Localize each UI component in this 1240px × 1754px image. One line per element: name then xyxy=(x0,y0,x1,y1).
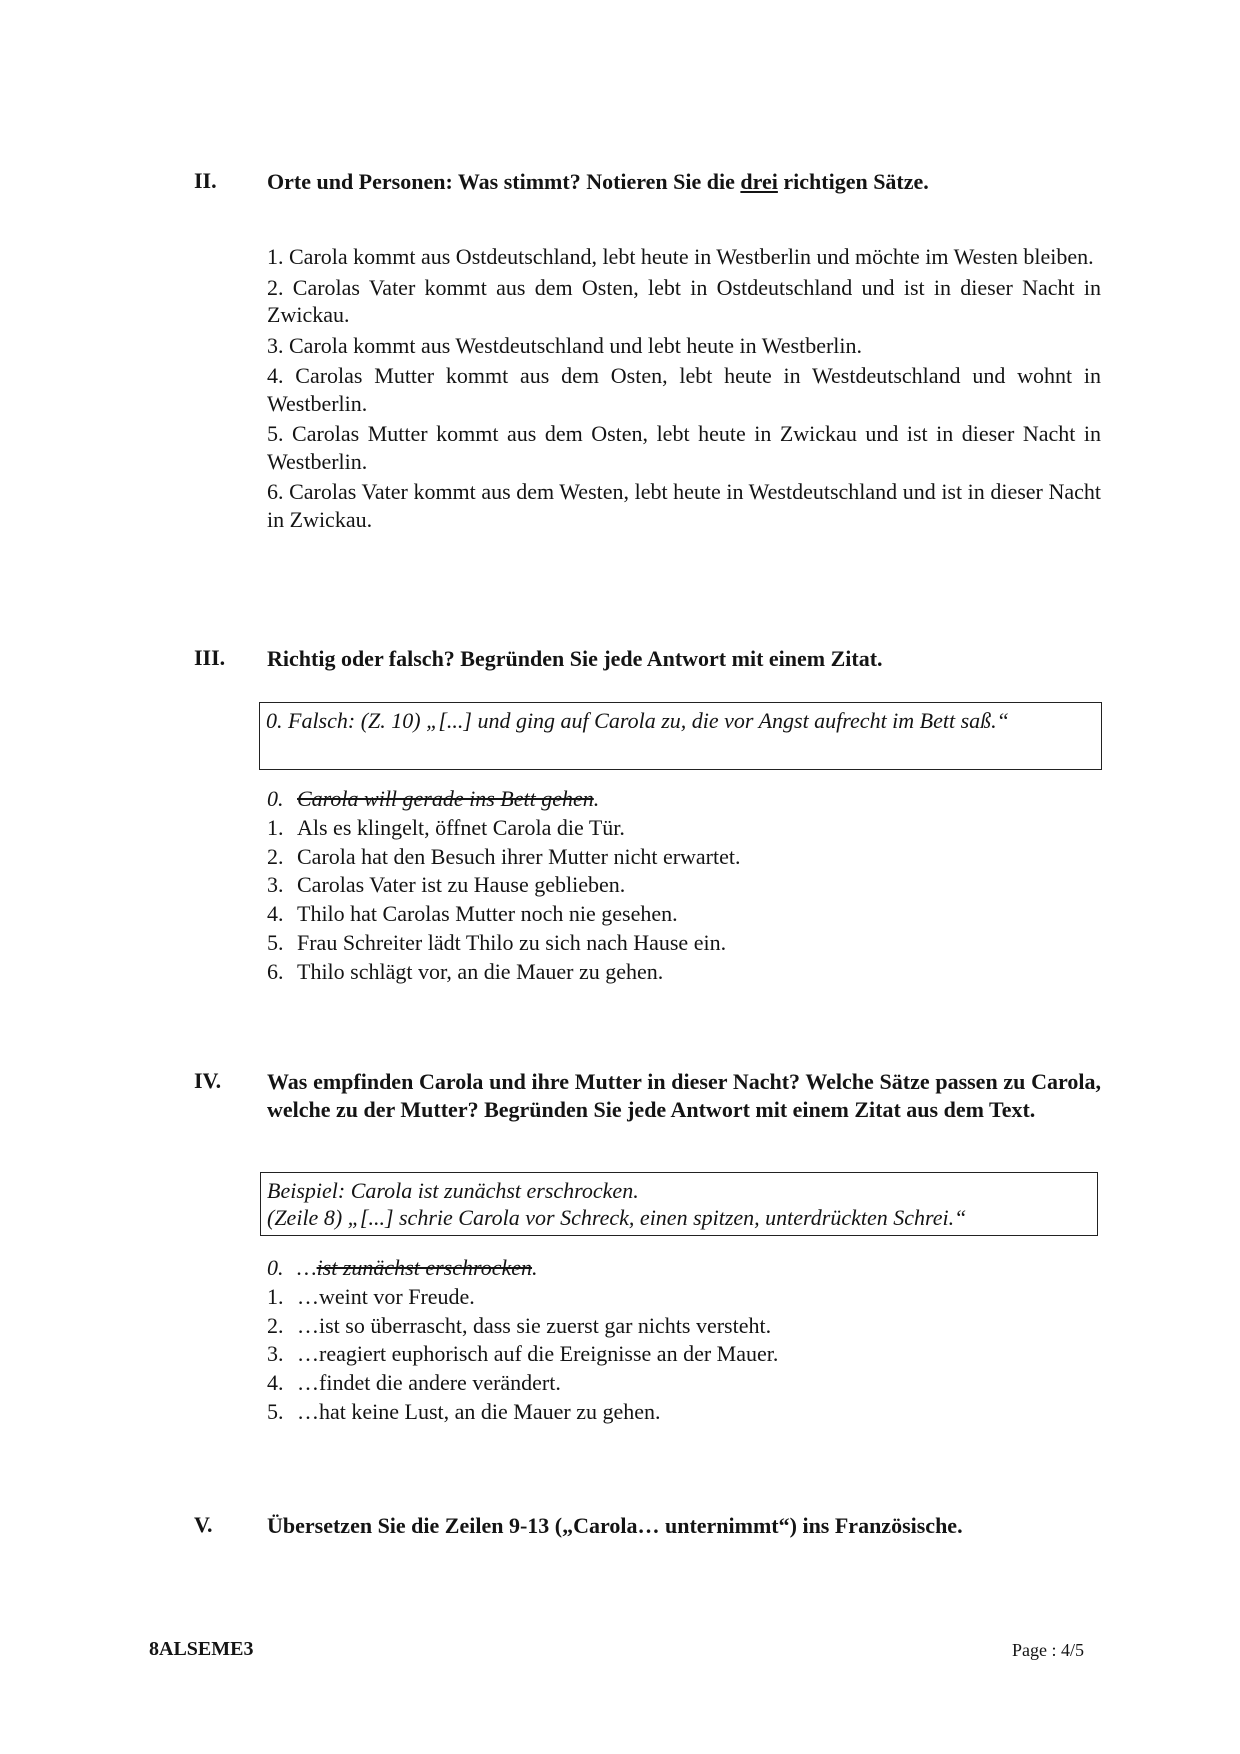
list-item xyxy=(267,900,1087,929)
item-text: Carolas Vater ist zu Hause geblieben. xyxy=(297,872,626,898)
section-3-number: III. xyxy=(194,645,226,670)
section-4-items xyxy=(267,1254,1087,1427)
heading-text: Orte und Personen: Was stimmt? Notieren Sie die xyxy=(267,169,741,194)
item-number: 3. xyxy=(267,1341,284,1367)
list-item xyxy=(267,1312,1087,1341)
list-item xyxy=(267,814,1087,843)
section-4-heading: Was empfinden Carola und ihre Mutter in dieser Nacht? Welche Sätze passen zu Carola, welche zu der Mutter? Begründen Sie jede Antwort mit einem Zitat aus dem Text. xyxy=(267,1069,1101,1122)
section-3-items xyxy=(267,785,1087,987)
page-number: Page : 4/5 xyxy=(1012,1640,1084,1660)
heading-text: richtigen Sätze. xyxy=(777,169,929,194)
example-box: 0. Falsch: (Z. 10) „[...] und ging auf Carola zu, die vor Angst aufrecht im Bett saß.“ xyxy=(259,702,1102,770)
statement: 2. Carolas Vater kommt aus dem Osten, lebt in Ostdeutschland und ist in dieser Nacht in Zwickau. xyxy=(267,274,1101,327)
item-punctuation: . xyxy=(593,786,600,811)
example-line: Beispiel: Carola ist zunächst erschrocken. xyxy=(267,1178,639,1203)
list-item xyxy=(267,1340,1087,1369)
section-3-heading: Richtig oder falsch? Begründen Sie jede Antwort mit einem Zitat. xyxy=(267,646,883,671)
statement: 1. Carola kommt aus Ostdeutschland, lebt heute in Westberlin und möchte im Westen bleiben. xyxy=(267,244,1094,269)
list-item xyxy=(267,929,1087,958)
item-text: Als es klingelt, öffnet Carola die Tür. xyxy=(297,814,625,840)
item-number: 5. xyxy=(267,1398,284,1424)
heading-underlined-word: drei xyxy=(740,169,778,194)
list-item xyxy=(267,843,1087,872)
item-number: 2. xyxy=(267,843,284,869)
item-number: 4. xyxy=(267,1370,284,1396)
item-number: 5. xyxy=(267,929,284,955)
section-5-heading: Übersetzen Sie die Zeilen 9-13 („Carola… unternimmt“) ins Französische. xyxy=(267,1513,963,1538)
list-item xyxy=(267,1398,1087,1427)
section-5-number: V. xyxy=(194,1512,213,1537)
item-text: Thilo schlägt vor, an die Mauer zu gehen. xyxy=(297,958,664,984)
section-4-number: IV. xyxy=(194,1068,222,1093)
exam-code: 8ALSEME3 xyxy=(149,1638,254,1660)
list-item xyxy=(267,958,1087,987)
statement: 3. Carola kommt aus Westdeutschland und lebt heute in Westberlin. xyxy=(267,332,863,358)
section-2-heading xyxy=(267,168,929,196)
struck-example-text: ist zunächst erschrocken xyxy=(316,1255,533,1280)
item-number: 2. xyxy=(267,1312,284,1338)
section-2-number: II. xyxy=(194,168,217,193)
list-item xyxy=(267,1369,1087,1398)
item-number: 1. xyxy=(267,1283,284,1309)
item-number: 0. xyxy=(267,1255,284,1280)
item-number: 0. xyxy=(267,786,284,811)
item-number: 1. xyxy=(267,814,284,840)
item-text: Frau Schreiter lädt Thilo zu sich nach Hause ein. xyxy=(297,929,727,955)
item-punctuation: . xyxy=(532,1255,538,1280)
item-text: …reagiert euphorisch auf die Ereignisse an der Mauer. xyxy=(297,1341,779,1367)
example-box xyxy=(260,1172,1098,1236)
item-text: …hat keine Lust, an die Mauer zu gehen. xyxy=(297,1398,661,1424)
example-item xyxy=(267,785,1087,814)
item-text: …findet die andere verändert. xyxy=(297,1370,561,1396)
item-number: 4. xyxy=(267,901,284,927)
item-number: 3. xyxy=(267,872,284,898)
statement: 5. Carolas Mutter kommt aus dem Osten, lebt heute in Zwickau und ist in dieser Nacht in Westberlin. xyxy=(267,421,1101,474)
example-item xyxy=(267,1254,1087,1283)
item-text: …ist so überrascht, dass sie zuerst gar nichts versteht. xyxy=(297,1312,772,1338)
item-text: Thilo hat Carolas Mutter noch nie gesehen. xyxy=(297,901,678,927)
statement: 4. Carolas Mutter kommt aus dem Osten, lebt heute in Westdeutschland und wohnt in Westberlin. xyxy=(267,363,1101,416)
item-text: Carola hat den Besuch ihrer Mutter nicht erwartet. xyxy=(297,843,741,869)
example-line: (Zeile 8) „[...] schrie Carola vor Schreck, einen spitzen, unterdrückten Schrei.“ xyxy=(267,1205,967,1230)
item-number: 6. xyxy=(267,958,284,984)
statement: 6. Carolas Vater kommt aus dem Westen, lebt heute in Westdeutschland und ist in dieser Nacht in Zwickau. xyxy=(267,479,1101,532)
struck-example-text: Carola will gerade ins Bett gehen xyxy=(297,786,594,811)
list-item xyxy=(267,871,1087,900)
item-ellipsis: … xyxy=(297,1255,317,1280)
item-text: …weint vor Freude. xyxy=(297,1283,475,1309)
list-item xyxy=(267,1283,1087,1312)
section-2-statements xyxy=(267,243,1101,536)
